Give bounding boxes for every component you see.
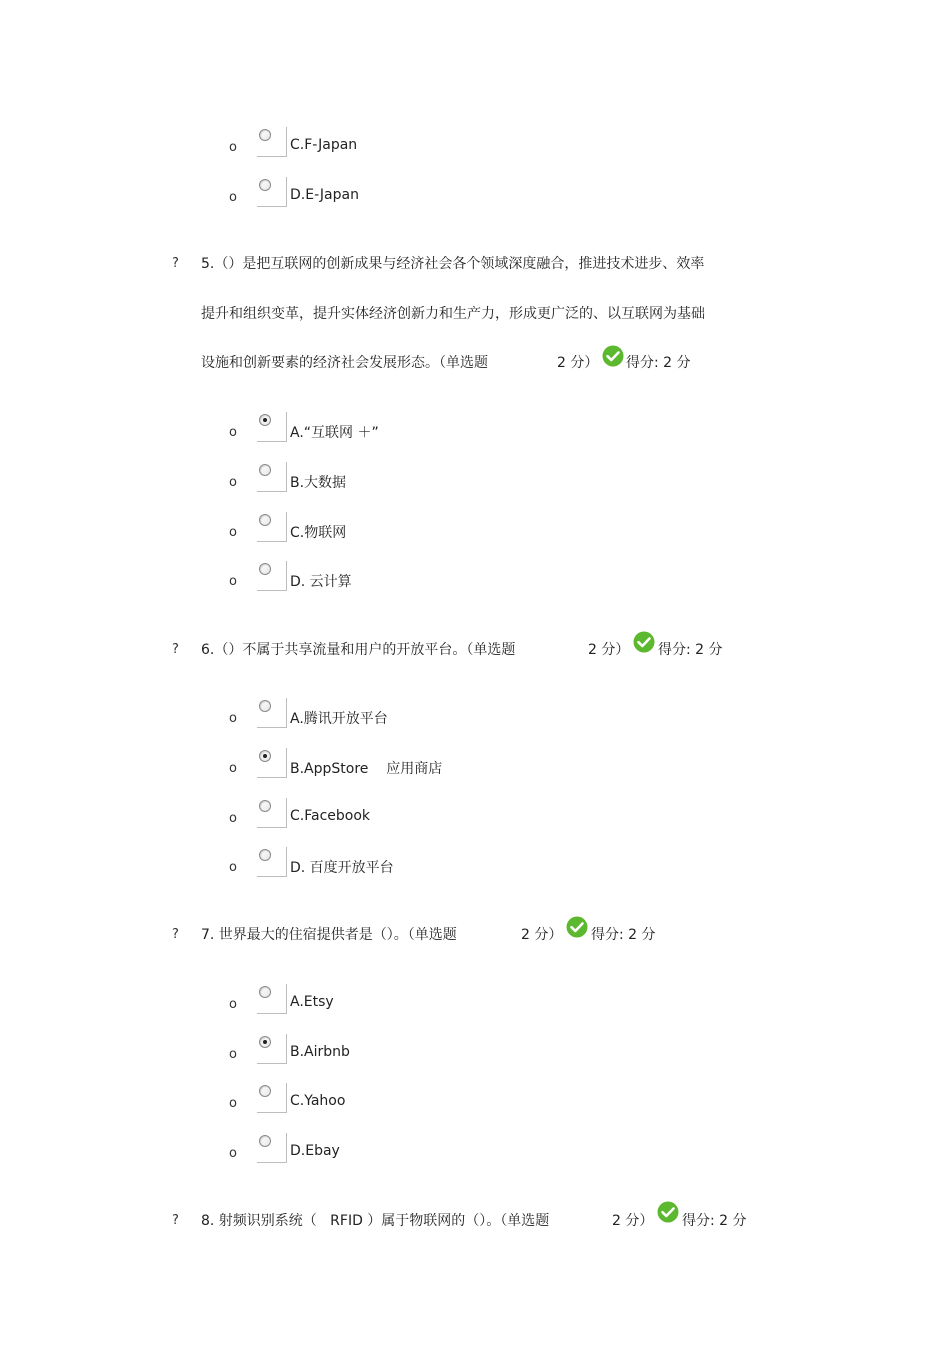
- radio-button-icon[interactable]: [259, 464, 271, 476]
- radio-box[interactable]: [257, 748, 287, 778]
- option-label: D. 云计算: [290, 574, 352, 590]
- radio-box[interactable]: [257, 1133, 287, 1163]
- option-label: A.Etsy: [290, 994, 334, 1010]
- radio-button-icon[interactable]: [259, 750, 271, 762]
- radio-button-icon[interactable]: [259, 1135, 271, 1147]
- option-label: D. 百度开放平台: [290, 860, 394, 876]
- score-text: 得分: 2 分: [658, 642, 723, 658]
- radio-button-icon[interactable]: [259, 563, 271, 575]
- list-bullet: o: [229, 811, 237, 826]
- question-marker: ?: [172, 642, 179, 657]
- list-bullet: o: [229, 574, 237, 589]
- question-marker: ?: [172, 1213, 179, 1228]
- option-label: A.腾讯开放平台: [290, 711, 388, 727]
- list-bullet: o: [229, 997, 237, 1012]
- question-text-line: 设施和创新要素的经济社会发展形态。（单选题: [201, 355, 488, 371]
- option-label: B.AppStore 应用商店: [290, 761, 443, 777]
- radio-box[interactable]: [257, 462, 287, 492]
- radio-button-icon[interactable]: [259, 179, 271, 191]
- radio-box[interactable]: [257, 127, 287, 157]
- list-bullet: o: [229, 475, 237, 490]
- radio-button-icon[interactable]: [259, 700, 271, 712]
- list-bullet: o: [229, 190, 237, 205]
- radio-box[interactable]: [257, 847, 287, 877]
- radio-button-icon[interactable]: [259, 986, 271, 998]
- option-label: C.Facebook: [290, 808, 371, 824]
- radio-box[interactable]: [257, 561, 287, 591]
- option-label: D.E-Japan: [290, 187, 359, 203]
- radio-box[interactable]: [257, 512, 287, 542]
- check-circle-icon: [566, 916, 588, 938]
- question-text-line: 8. 射频识别系统（ RFID ）属于物联网的（）。（单选题: [201, 1213, 550, 1229]
- list-bullet: o: [229, 761, 237, 776]
- radio-button-icon[interactable]: [259, 800, 271, 812]
- radio-box[interactable]: [257, 1083, 287, 1113]
- check-circle-icon: [602, 345, 624, 367]
- list-bullet: o: [229, 425, 237, 440]
- option-label: B.大数据: [290, 475, 347, 491]
- list-bullet: o: [229, 1096, 237, 1111]
- question-points: 2 分）: [588, 642, 630, 658]
- list-bullet: o: [229, 860, 237, 875]
- question-points: 2 分）: [612, 1213, 654, 1229]
- radio-button-icon[interactable]: [259, 414, 271, 426]
- radio-button-icon[interactable]: [259, 129, 271, 141]
- question-text-line: 提升和组织变革，提升实体经济创新力和生产力，形成更广泛的、以互联网为基础: [201, 306, 705, 322]
- radio-box[interactable]: [257, 1034, 287, 1064]
- score-text: 得分: 2 分: [626, 355, 691, 371]
- option-label: C.F-Japan: [290, 137, 358, 153]
- score-text: 得分: 2 分: [591, 927, 656, 943]
- option-label: C.物联网: [290, 525, 347, 541]
- radio-box[interactable]: [257, 698, 287, 728]
- list-bullet: o: [229, 140, 237, 155]
- option-label: B.Airbnb: [290, 1044, 350, 1060]
- option-label: A.“互联网 ＋”: [290, 425, 379, 441]
- option-label: C.Yahoo: [290, 1093, 346, 1109]
- option-label: D.Ebay: [290, 1143, 340, 1159]
- score-text: 得分: 2 分: [682, 1213, 747, 1229]
- question-points: 2 分）: [521, 927, 563, 943]
- list-bullet: o: [229, 525, 237, 540]
- list-bullet: o: [229, 1146, 237, 1161]
- question-marker: ?: [172, 927, 179, 942]
- radio-box[interactable]: [257, 412, 287, 442]
- question-marker: ?: [172, 256, 179, 271]
- radio-box[interactable]: [257, 177, 287, 207]
- question-text-line: 5.（）是把互联网的创新成果与经济社会各个领域深度融合，推进技术进步、效率: [201, 256, 705, 272]
- question-text-line: 7. 世界最大的住宿提供者是（）。（单选题: [201, 927, 457, 943]
- radio-button-icon[interactable]: [259, 1036, 271, 1048]
- list-bullet: o: [229, 711, 237, 726]
- radio-button-icon[interactable]: [259, 1085, 271, 1097]
- radio-button-icon[interactable]: [259, 514, 271, 526]
- radio-box[interactable]: [257, 984, 287, 1014]
- check-circle-icon: [633, 631, 655, 653]
- question-text-line: 6.（）不属于共享流量和用户的开放平台。（单选题: [201, 642, 516, 658]
- question-points: 2 分）: [557, 355, 599, 371]
- radio-box[interactable]: [257, 798, 287, 828]
- radio-button-icon[interactable]: [259, 849, 271, 861]
- check-circle-icon: [657, 1201, 679, 1223]
- list-bullet: o: [229, 1047, 237, 1062]
